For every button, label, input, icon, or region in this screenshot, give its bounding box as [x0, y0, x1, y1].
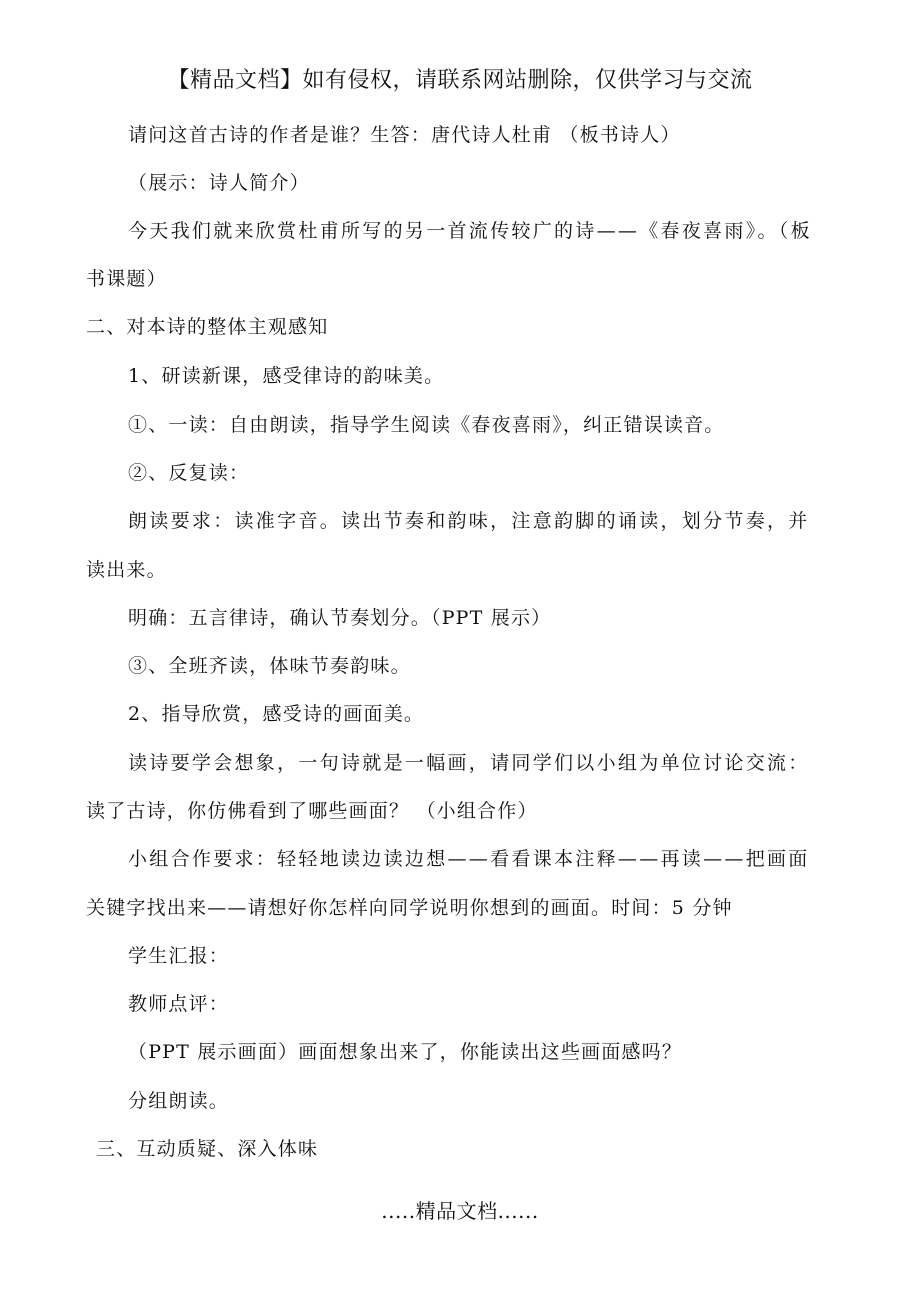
paragraph-line: 明确：五言律诗，确认节奏划分。（PPT 展示） [128, 607, 552, 629]
paragraph-line: （PPT 展示画面）画面想象出来了，你能读出这些画面感吗？ [128, 1041, 683, 1063]
paragraph-line: 请问这首古诗的作者是谁？生答：唐代诗人杜甫 （板书诗人） [128, 124, 681, 146]
subsection-heading: 2、指导欣赏，感受诗的画面美。 [128, 703, 425, 725]
subsection-heading: 1、研读新课，感受律诗的韵味美。 [128, 365, 445, 387]
paragraph-line: 书课题） [86, 268, 167, 290]
paragraph-line: ③、全班齐读，体味节奏韵味。 [128, 655, 411, 677]
page-footer: .....精品文档...... [381, 1199, 539, 1223]
paragraph-line: ①、一读：自由朗读，指导学生阅读《春夜喜雨》，纠正错误读音。 [128, 414, 725, 436]
paragraph-line: 读了古诗，你仿佛看到了哪些画面？ （小组合作） [86, 800, 538, 822]
page-header-watermark: 【精品文档】如有侵权，请联系网站删除，仅供学习与交流 [167, 68, 753, 93]
section-heading: 三、互动质疑、深入体味 [96, 1138, 319, 1160]
paragraph-line: 关键字找出来——请想好你怎样向同学说明你想到的画面。时间：5 分钟 [86, 897, 733, 919]
paragraph-line: 今天我们就来欣赏杜甫所写的另一首流传较广的诗——《春夜喜雨》。（板 [128, 220, 812, 242]
paragraph-line: 学生汇报： [128, 945, 230, 967]
paragraph-line: 读出来。 [86, 559, 167, 581]
paragraph-line: 朗读要求：读准字音。读出节奏和韵味，注意韵脚的诵读，划分节奏，并 [128, 510, 810, 532]
paragraph-line: 分组朗读。 [128, 1090, 230, 1112]
paragraph-line: （展示：诗人简介） [128, 172, 310, 194]
paragraph-line: 小组合作要求：轻轻地读边读边想——看看课本注释——再读——把画面 [128, 848, 810, 870]
paragraph-line: 读诗要学会想象，一句诗就是一幅画，请同学们以小组为单位讨论交流： [128, 752, 810, 774]
paragraph-line: ②、反复读： [128, 462, 250, 484]
paragraph-line: 教师点评： [128, 993, 230, 1015]
section-heading: 二、对本诗的整体主观感知 [86, 316, 329, 338]
